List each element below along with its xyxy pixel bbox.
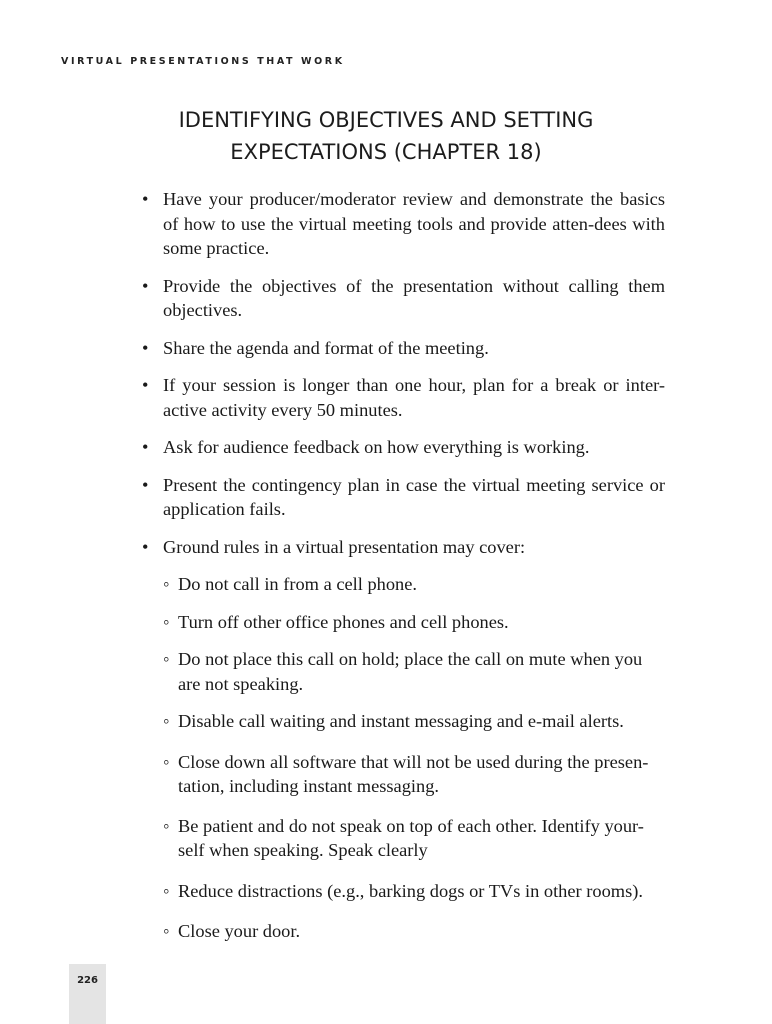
list-item-text: Present the contingency plan in case the virtual meeting service or application fails. xyxy=(163,474,665,519)
page-number-tab xyxy=(69,964,106,1024)
section-heading-line-1: IDENTIFYING OBJECTIVES AND SETTING xyxy=(178,108,594,132)
running-head: VIRTUAL PRESENTATIONS THAT WORK xyxy=(61,56,345,67)
list-item-text: Share the agenda and format of the meeting. xyxy=(163,337,489,358)
list-item xyxy=(141,336,665,361)
sub-list-item xyxy=(163,709,665,734)
hollow-bullet-icon: ◦ xyxy=(163,711,170,731)
sub-list-item xyxy=(163,572,665,597)
bullet-icon: • xyxy=(142,474,149,495)
sub-list-item-text: Close your door. xyxy=(178,921,301,941)
list-item xyxy=(141,435,665,460)
list-item xyxy=(141,473,665,522)
sub-list-item-text: Turn off other office phones and cell phones. xyxy=(178,611,509,632)
sub-list-item-text: Close down all software that will not be used during the presen-tation, including instant messaging. xyxy=(178,751,649,796)
list-item xyxy=(141,187,665,261)
list-item xyxy=(141,535,665,944)
bullet-icon: • xyxy=(142,275,149,296)
hollow-bullet-icon: ◦ xyxy=(163,815,170,836)
sub-list-item xyxy=(163,879,665,904)
page-number: 226 xyxy=(77,975,98,986)
section-heading xyxy=(120,104,652,168)
sub-list-item-text: Do not call in from a cell phone. xyxy=(178,574,418,594)
bullet-icon: • xyxy=(142,536,149,557)
list-item-text: Provide the objectives of the presentation without calling them objectives. xyxy=(163,275,665,320)
list-item xyxy=(141,274,665,323)
list-item-text: Ask for audience feedback on how everything is working. xyxy=(163,437,590,457)
sub-list-item xyxy=(163,610,665,635)
sub-list-item-text: Do not place this call on hold; place the call on mute when you are not speaking. xyxy=(178,649,643,694)
sub-list-item-text: Reduce distractions (e.g., barking dogs or TVs in other rooms). xyxy=(178,880,643,901)
expectations-list xyxy=(141,187,665,944)
hollow-bullet-icon: ◦ xyxy=(163,880,170,901)
bullet-icon: • xyxy=(142,375,149,395)
sub-list-item-text: Be patient and do not speak on top of each other. Identify your-self when speaking. Speak clearly xyxy=(178,815,644,860)
hollow-bullet-icon: ◦ xyxy=(163,611,170,632)
sub-list-item xyxy=(163,647,665,696)
ground-rules-list xyxy=(163,572,665,944)
hollow-bullet-icon: ◦ xyxy=(163,921,170,941)
list-item-text: Ground rules in a virtual presentation may cover: xyxy=(163,536,526,557)
section-heading-line-2: EXPECTATIONS (CHAPTER 18) xyxy=(230,140,542,164)
sub-list-item xyxy=(163,919,665,944)
sub-list-item xyxy=(163,814,665,863)
list-item-text: Have your producer/moderator review and demonstrate the basics of how to use the virtual meeting tools and provide atten-dees with some practice. xyxy=(163,189,665,258)
sub-list-item xyxy=(163,750,665,799)
sub-list-item-text: Disable call waiting and instant messaging and e-mail alerts. xyxy=(178,711,624,731)
hollow-bullet-icon: ◦ xyxy=(163,649,170,669)
bullet-icon: • xyxy=(142,189,149,209)
bullet-icon: • xyxy=(142,437,149,457)
hollow-bullet-icon: ◦ xyxy=(163,751,170,772)
list-item xyxy=(141,373,665,422)
list-item-text: If your session is longer than one hour, plan for a break or inter-active activity every 50 minutes. xyxy=(163,375,665,420)
bullet-icon: • xyxy=(142,337,149,358)
hollow-bullet-icon: ◦ xyxy=(163,574,170,594)
